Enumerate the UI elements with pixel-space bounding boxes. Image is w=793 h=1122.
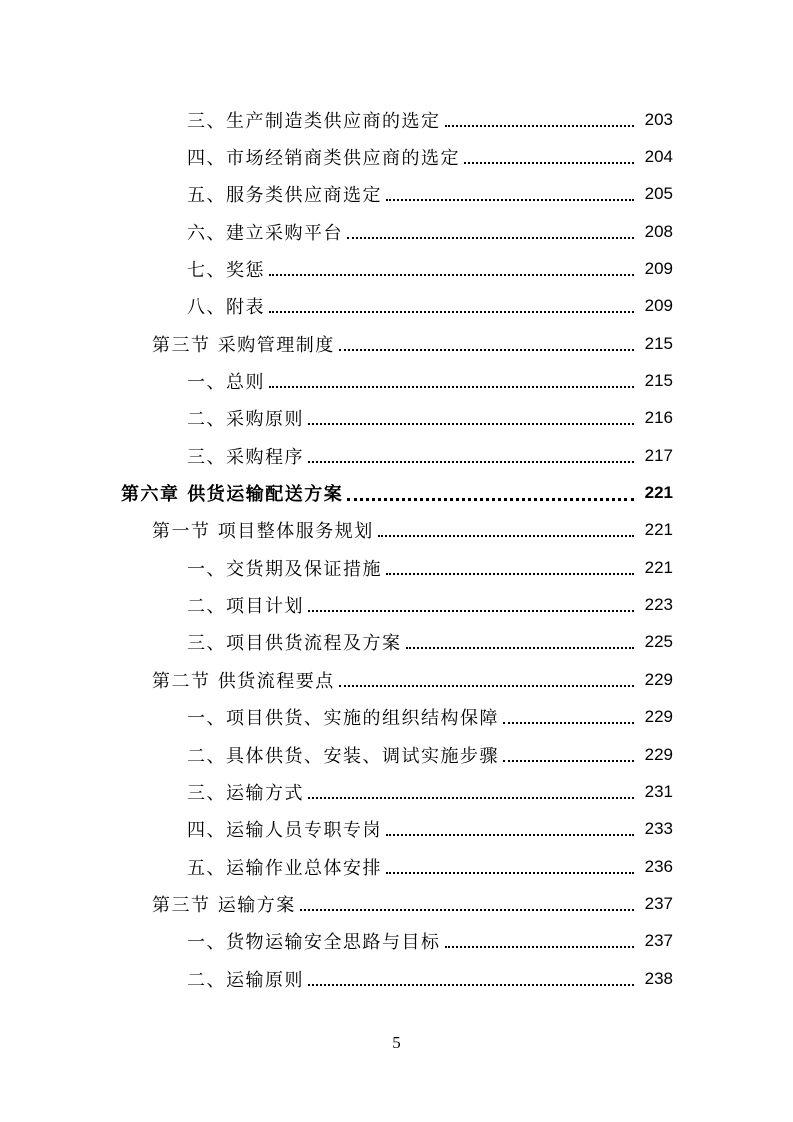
toc-entry-page: 216	[644, 408, 673, 428]
dot-leader	[300, 909, 634, 911]
toc-entry-label: 三、运输方式	[187, 782, 304, 804]
toc-entry-page: 217	[644, 445, 673, 465]
dot-leader	[308, 423, 634, 425]
toc-subsection-entry[interactable]	[0, 811, 793, 848]
toc-entry-label: 一、货物运输安全思路与目标	[187, 932, 441, 954]
toc-entry-page: 221	[644, 483, 673, 503]
toc-entry-page: 221	[644, 557, 673, 577]
toc-entry-page: 204	[644, 147, 673, 167]
dot-leader	[269, 311, 634, 313]
toc-subsection-entry[interactable]	[0, 923, 793, 960]
toc-entry-page: 223	[644, 595, 673, 615]
toc-entry-label: 第一节 项目整体服务规划	[152, 521, 374, 543]
toc-subsection-entry[interactable]	[0, 101, 793, 138]
dot-leader	[347, 498, 634, 501]
toc-section-entry[interactable]	[0, 661, 793, 698]
toc-subsection-entry[interactable]	[0, 624, 793, 661]
toc-entry-page: 229	[644, 707, 673, 727]
toc-entry-label: 第三节 运输方案	[152, 894, 296, 916]
toc-subsection-entry[interactable]	[0, 736, 793, 773]
toc-section-entry[interactable]	[0, 885, 793, 922]
toc-entry-label: 四、运输人员专职专岗	[187, 820, 382, 842]
toc-subsection-entry[interactable]	[0, 288, 793, 325]
toc-entry-page: 237	[644, 931, 673, 951]
dot-leader	[378, 535, 634, 537]
toc-subsection-entry[interactable]	[0, 960, 793, 997]
toc-entry-page: 215	[644, 333, 673, 353]
toc-entry-label: 二、运输原则	[187, 969, 304, 991]
toc-entry-page: 229	[644, 669, 673, 689]
toc-entry-page: 238	[644, 968, 673, 988]
toc-entry-page: 229	[644, 744, 673, 764]
toc-entry-page: 233	[644, 819, 673, 839]
toc-entry-label: 五、服务类供应商选定	[187, 185, 382, 207]
toc-subsection-entry[interactable]	[0, 437, 793, 474]
dot-leader	[308, 461, 634, 463]
page-number: 5	[392, 1033, 401, 1052]
toc-chapter-entry[interactable]	[0, 474, 793, 511]
toc-subsection-entry[interactable]	[0, 138, 793, 175]
toc-entry-page: 205	[644, 184, 673, 204]
toc-subsection-entry[interactable]	[0, 773, 793, 810]
dot-leader	[386, 573, 634, 575]
toc-subsection-entry[interactable]	[0, 250, 793, 287]
toc-subsection-entry[interactable]	[0, 586, 793, 623]
toc-entry-label: 五、运输作业总体安排	[187, 857, 382, 879]
toc-section-entry[interactable]	[0, 325, 793, 362]
toc-entry-label: 八、附表	[187, 297, 265, 319]
toc-subsection-entry[interactable]	[0, 213, 793, 250]
dot-leader	[347, 237, 634, 239]
toc-entry-page: 231	[644, 781, 673, 801]
toc-entry-page: 208	[644, 221, 673, 241]
toc-entry-label: 四、市场经销商类供应商的选定	[187, 148, 460, 170]
toc-entry-label: 六、建立采购平台	[187, 222, 343, 244]
toc-subsection-entry[interactable]	[0, 848, 793, 885]
toc-entry-label: 第二节 供货流程要点	[152, 670, 335, 692]
toc-entry-label: 一、项目供货、实施的组织结构保障	[187, 708, 499, 730]
table-of-contents	[0, 101, 793, 997]
toc-entry-page: 209	[644, 259, 673, 279]
toc-subsection-entry[interactable]	[0, 400, 793, 437]
dot-leader	[386, 199, 634, 201]
toc-subsection-entry[interactable]	[0, 549, 793, 586]
toc-entry-label: 二、项目计划	[187, 596, 304, 618]
dot-leader	[308, 797, 634, 799]
toc-entry-label: 一、总则	[187, 372, 265, 394]
dot-leader	[406, 647, 635, 649]
toc-entry-label: 第六章 供货运输配送方案	[121, 484, 344, 506]
toc-entry-label: 一、交货期及保证措施	[187, 558, 382, 580]
toc-entry-page: 221	[644, 520, 673, 540]
toc-entry-page: 203	[644, 109, 673, 129]
toc-subsection-entry[interactable]	[0, 699, 793, 736]
toc-entry-label: 七、奖惩	[187, 260, 265, 282]
toc-subsection-entry[interactable]	[0, 362, 793, 399]
toc-entry-label: 二、采购原则	[187, 409, 304, 431]
dot-leader	[386, 834, 634, 836]
dot-leader	[269, 274, 634, 276]
toc-entry-label: 第三节 采购管理制度	[152, 334, 335, 356]
dot-leader	[445, 946, 635, 948]
toc-entry-page: 209	[644, 296, 673, 316]
dot-leader	[339, 685, 634, 687]
toc-entry-page: 225	[644, 632, 673, 652]
dot-leader	[339, 349, 634, 351]
dot-leader	[386, 872, 634, 874]
toc-entry-page: 215	[644, 371, 673, 391]
toc-entry-label: 二、具体供货、安装、调试实施步骤	[187, 745, 499, 767]
toc-entry-label: 三、生产制造类供应商的选定	[187, 110, 441, 132]
toc-entry-page: 237	[644, 893, 673, 913]
toc-entry-label: 三、采购程序	[187, 446, 304, 468]
dot-leader	[269, 386, 634, 388]
toc-entry-label: 三、项目供货流程及方案	[187, 633, 402, 655]
dot-leader	[445, 125, 635, 127]
dot-leader	[308, 610, 634, 612]
toc-section-entry[interactable]	[0, 512, 793, 549]
dot-leader	[503, 760, 634, 762]
toc-entry-page: 236	[644, 856, 673, 876]
dot-leader	[308, 984, 634, 986]
toc-subsection-entry[interactable]	[0, 176, 793, 213]
dot-leader	[464, 162, 634, 164]
dot-leader	[503, 722, 634, 724]
